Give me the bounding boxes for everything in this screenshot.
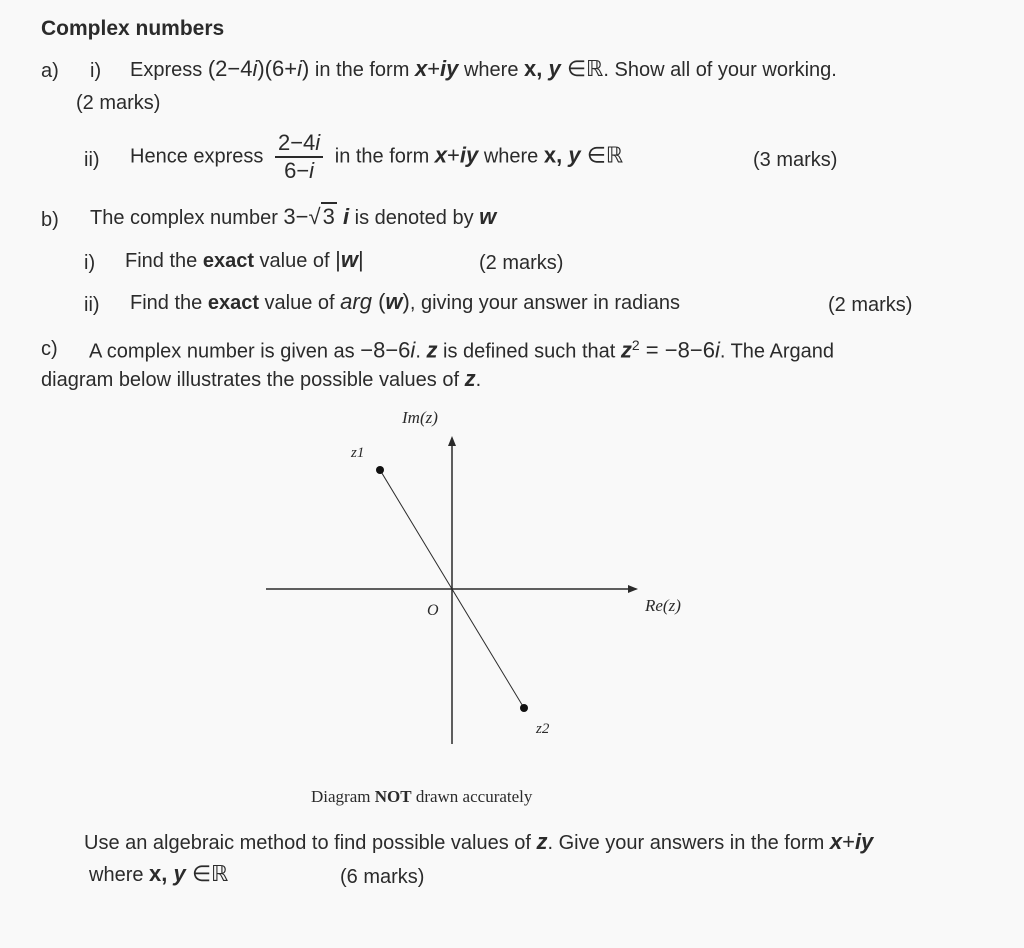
question-c-text-line2: diagram below illustrates the possible values of z.: [41, 366, 482, 391]
question-a-i-label: i): [90, 60, 102, 82]
question-b-ii-label: ii): [84, 294, 100, 316]
z2-point: [520, 704, 528, 712]
question-c-marks: (6 marks): [340, 866, 425, 888]
question-b-text: The complex number 3−√3 i is denoted by w: [90, 204, 497, 229]
question-c-label: c): [41, 338, 58, 360]
fraction: $\frac{2-4i}{6-i}$: [275, 130, 323, 184]
question-c-instruction-line2: where x, y ∈ℝ: [89, 861, 229, 886]
im-axis-label: Im(z): [402, 408, 438, 427]
z1-label: z1: [351, 445, 365, 461]
page-title: Complex numbers: [41, 17, 225, 40]
question-b-i-marks: (2 marks): [479, 252, 564, 274]
question-b-i-text: Find the exact value of |w|: [125, 247, 364, 272]
question-b-ii-marks: (2 marks): [828, 294, 913, 316]
question-c-text: A complex number is given as −8−6i. z is defined such that $z^2 = -8-6i$. The Argand: [89, 337, 834, 363]
question-a-label: a): [41, 60, 59, 82]
question-a-ii-marks: (3 marks): [753, 149, 838, 171]
question-b-ii-text: Find the exact value of arg (w), giving your answer in radians: [130, 289, 680, 314]
imaginary-axis-arrow: [448, 436, 456, 446]
question-b-i-label: i): [84, 252, 96, 274]
question-a-i-text: Express (2−4i)(6+i) in the form x+iy where x, y ∈ℝ. Show all of your working.: [130, 56, 837, 81]
question-c-instruction: Use an algebraic method to find possible values of z. Give your answers in the form x+iy: [84, 829, 874, 854]
z1-point: [376, 466, 384, 474]
question-a-ii-label: ii): [84, 149, 100, 171]
diagram-caption: Diagram NOT drawn accurately: [311, 787, 533, 806]
re-axis-label: Re(z): [645, 596, 681, 615]
z2-label: z2: [536, 721, 550, 737]
real-axis-arrow: [628, 585, 638, 593]
question-b-label: b): [41, 209, 59, 231]
question-a-i-marks: (2 marks): [76, 92, 161, 114]
question-a-ii-text: Hence express $\frac{2-4i}{6-i}$ in the form x+iy where x, y ∈ℝ: [130, 130, 624, 183]
origin-label: O: [427, 602, 439, 619]
